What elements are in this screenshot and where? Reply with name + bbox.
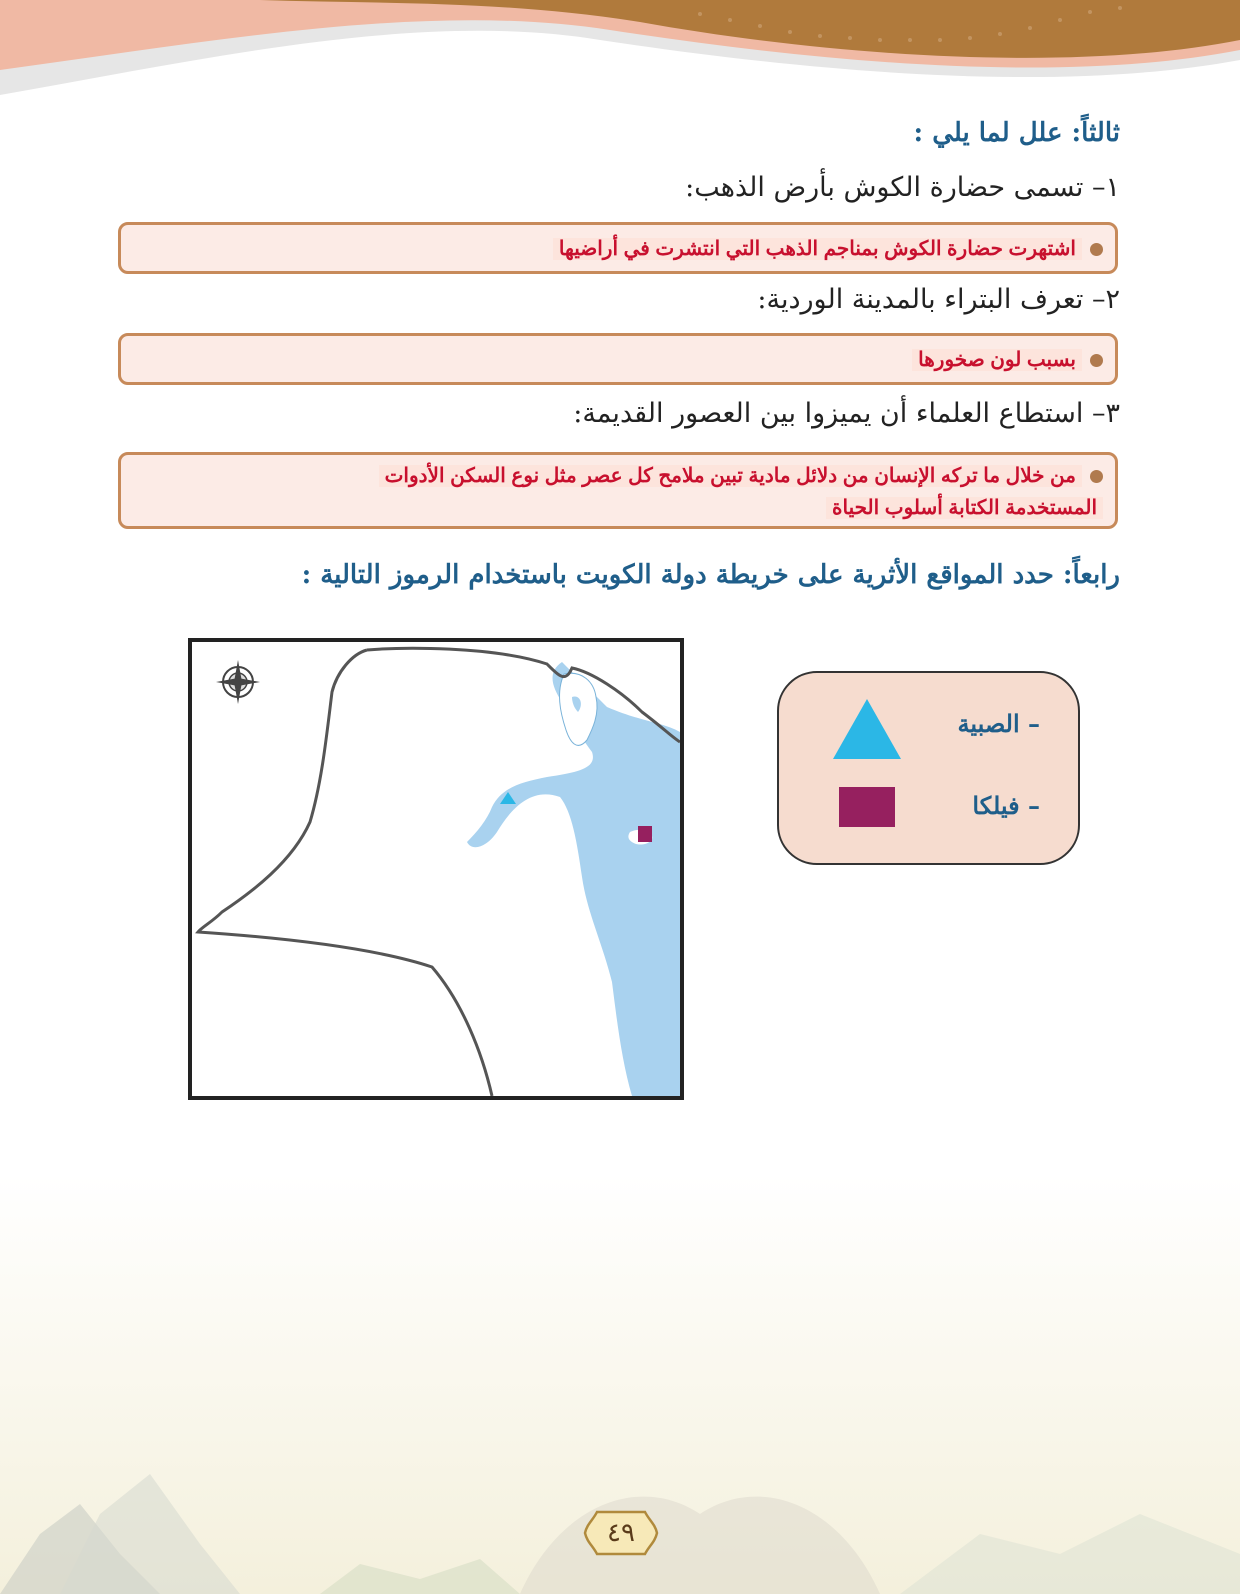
kuwait-map: [188, 638, 684, 1100]
answer-one-line: [553, 236, 1103, 261]
answer-two-text: بسبب لون صخورها: [912, 349, 1082, 371]
question-three: ٣– استطاع العلماء أن يميزوا بين العصور القديمة:: [573, 398, 1120, 429]
map-legend: [777, 671, 1080, 865]
compass-rose-icon: [216, 660, 260, 704]
answer-box-two: [118, 333, 1118, 385]
legend-square-icon: [839, 787, 895, 827]
section-four-title: رابعاً: حدد المواقع الأثرية على خريطة دولة الكويت باستخدام الرموز التالية :: [301, 560, 1120, 590]
answer-three-line-one: [379, 463, 1103, 488]
section-three-title: ثالثاً: علل لما يلي :: [913, 118, 1120, 148]
page-number-badge: [583, 1508, 659, 1558]
answer-box-three: [118, 452, 1118, 529]
legend-label-failaka: – فيلكا: [972, 791, 1040, 820]
question-one: ١– تسمى حضارة الكوش بأرض الذهب:: [685, 172, 1120, 203]
answer-three-text-two: المستخدمة الكتابة أسلوب الحياة: [826, 497, 1103, 519]
kuwait-map-drawing: [192, 642, 680, 1096]
question-two: ٢– تعرف البتراء بالمدينة الوردية:: [757, 284, 1120, 315]
answer-three-text-one: من خلال ما تركه الإنسان من دلائل مادية تبين ملامح كل عصر مثل نوع السكن الأدوات: [379, 465, 1082, 487]
answer-box-one: [118, 222, 1118, 274]
bullet-icon: [1090, 470, 1103, 483]
failaka-marker-square: [638, 826, 652, 842]
page-number: ٤٩: [607, 1518, 635, 1548]
bullet-icon: [1090, 354, 1103, 367]
answer-three-line-two: [826, 495, 1103, 520]
answer-one-text: اشتهرت حضارة الكوش بمناجم الذهب التي انتشرت في أراضيها: [553, 238, 1082, 260]
legend-triangle-icon: [831, 697, 903, 761]
header-wave-decoration: [0, 0, 1240, 110]
answer-two-line: [912, 347, 1103, 372]
western-southern-border: [198, 650, 492, 1096]
legend-label-sabiya: – الصبية: [957, 709, 1040, 738]
bullet-icon: [1090, 243, 1103, 256]
